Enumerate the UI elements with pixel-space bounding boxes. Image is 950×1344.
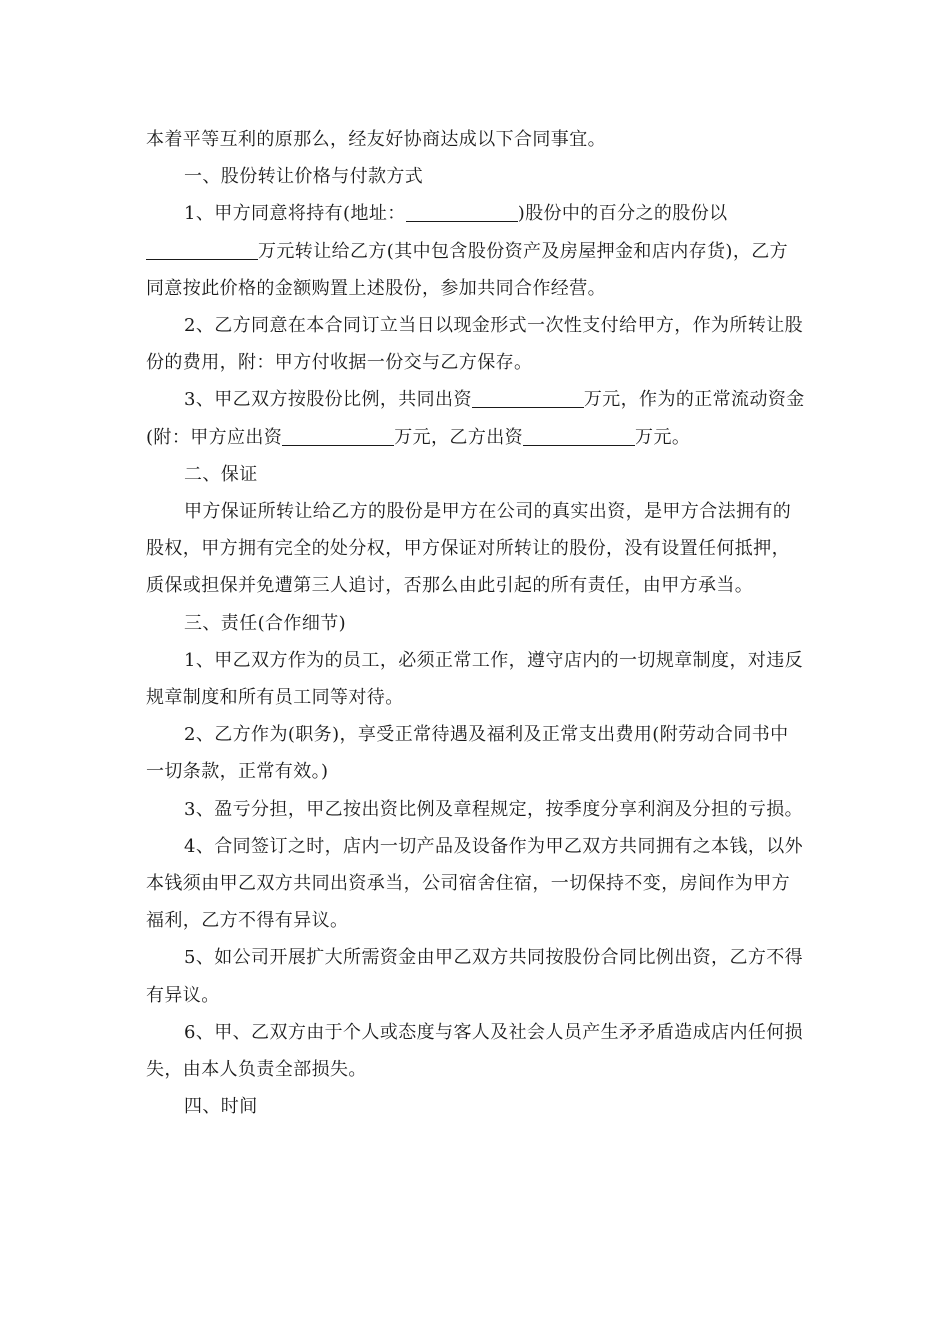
section-1-item-3-part-c: 万元，乙方出资 (394, 426, 524, 448)
section-3-item-3: 3、盈亏分担，甲乙按出资比例及章程规定，按季度分享利润及分担的亏损。 (184, 798, 804, 820)
section-3-item-2: 2、乙方作为(职务)，享受正常待遇及福利及正常支出费用(附劳动合同书中一切条款，正常有效。) (146, 724, 789, 783)
address-blank (406, 201, 518, 222)
section-1-item-3-part-a: 3、甲乙双方按股份比例，共同出资 (184, 389, 472, 411)
section-1-heading: 一、股份转让价格与付款方式 (184, 166, 424, 188)
section-3-heading: 三、责任(合作细节) (184, 612, 347, 634)
section-1-item-3-part-d: 万元。 (635, 426, 691, 448)
document-body (146, 121, 806, 1125)
section-4-heading: 四、时间 (184, 1096, 258, 1118)
section-1-item-3 (146, 381, 806, 455)
section-1-item-1-part-c: 万元转让给乙方(其中包含股份资产及房屋押金和店内存货)，乙方同意按此价格的金额购置上述股份，参加共同合作经营。 (146, 240, 789, 299)
section-1-item-1 (146, 195, 806, 307)
party-b-capital-blank (523, 425, 635, 446)
total-capital-blank (472, 387, 584, 408)
section-1-item-3-part-b: 万元，作为的正常流动资金(附：甲方应出资 (146, 389, 805, 448)
section-3-item-4: 4、合同签订之时，店内一切产品及设备作为甲乙双方共同拥有之本钱，以外本钱须由甲乙双方共同出资承当，公司宿舍住宿，一切保持不变，房间作为甲方福利，乙方不得有异议。 (146, 835, 804, 932)
section-2-heading: 二、保证 (184, 463, 258, 485)
section-1-item-1-part-b: )股份中的百分之的股份以 (517, 203, 728, 225)
section-1-item-1-part-a: 1、甲方同意将持有(地址： (184, 203, 406, 225)
section-3-item-5: 5、如公司开展扩大所需资金由甲乙双方共同按股份合同比例出资，乙方不得有异议。 (146, 947, 804, 1006)
price-blank (146, 239, 258, 260)
intro-paragraph: 本着平等互利的原那么，经友好协商达成以下合同事宜。 (146, 129, 606, 150)
section-3-item-1: 1、甲乙双方作为的员工，必须正常工作，遵守店内的一切规章制度，对违反规章制度和所有员工同等对待。 (146, 649, 804, 709)
section-2-body: 甲方保证所转让给乙方的股份是甲方在公司的真实出资，是甲方合法拥有的股权，甲方拥有完全的处分权，甲方保证对所转让的股份，没有设置任何抵押，质保或担保并免遭第三人追讨，否那么由此引起的所有责任，由甲方承当。 (146, 501, 792, 597)
section-3-item-6: 6、甲、乙双方由于个人或态度与客人及社会人员产生矛矛盾造成店内任何损失，由本人负责全部损失。 (146, 1021, 804, 1081)
section-1-item-2: 2、乙方同意在本合同订立当日以现金形式一次性支付给甲方，作为所转让股份的费用，附：甲方付收据一份交与乙方保存。 (146, 315, 804, 374)
party-a-capital-blank (282, 425, 394, 446)
